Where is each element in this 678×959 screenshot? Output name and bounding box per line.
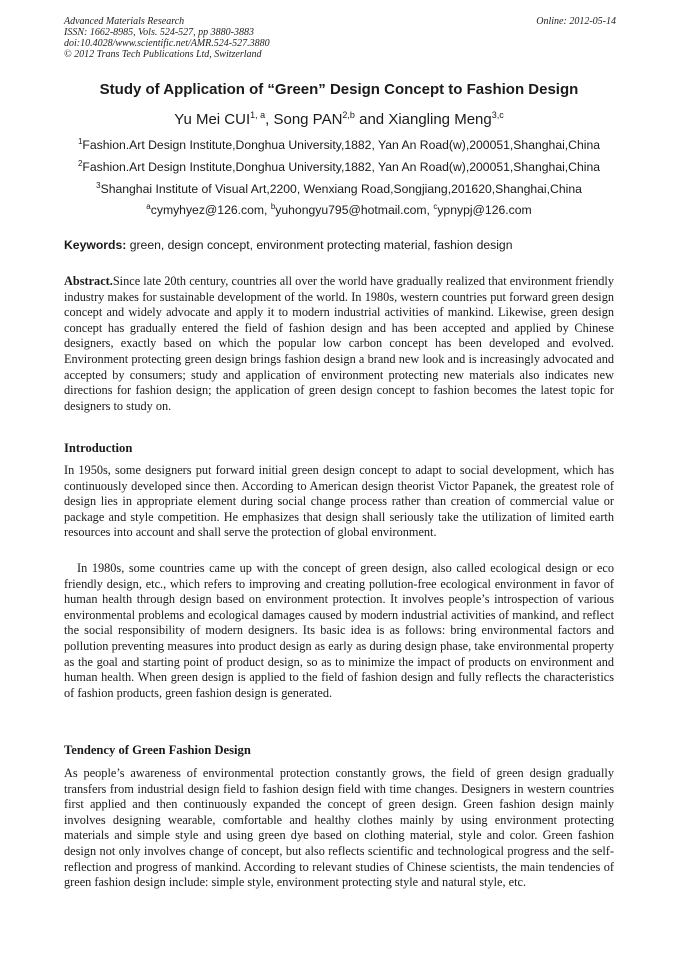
keywords-line: [64, 237, 616, 253]
abstract-paragraph: [64, 274, 614, 414]
abstract-text: Since late 20th century, countries all over the world have gradually realized that environment friendly industry makes for sustainable development of the world. In 1980s, western countries put forward green design concept and widely advocate and apply it to modern industrial activities of mankind. Likewise, green design concept has gradually entered the field of fashion design and has been accepted and applied by Chinese designers, exactly based on which the popular low carbon concept has been developed and evolved. Environment protecting green design brings fashion design a brand new look and is increasingly advocated and accepted by consumers; study and application of environment protecting new materials also indicates new directions for fashion design; the application of green design concept to fashion becomes the latest topic for designers to study on.: [64, 274, 614, 413]
email-mark: a: [146, 202, 151, 211]
affiliation-text: Fashion.Art Design Institute,Donghua University,1882, Yan An Road(w),200051,Shanghai,China: [82, 138, 601, 152]
author-name: Song PAN: [273, 111, 343, 128]
email-separator: ,: [264, 203, 271, 217]
journal-copyright: © 2012 Trans Tech Publications Ltd, Switzerland: [64, 49, 262, 60]
email-address[interactable]: yuhongyu795@hotmail.com: [275, 203, 427, 217]
affiliation-text: Shanghai Institute of Visual Art,2200, Wenxiang Road,Songjiang,201620,Shanghai,China: [100, 182, 582, 196]
email-separator: ,: [426, 203, 434, 217]
section-heading-tendency: Tendency of Green Fashion Design: [64, 743, 251, 757]
affiliation-mark: 3: [96, 181, 101, 190]
author-affiliation-mark: 1, a: [250, 110, 266, 120]
author-list: [40, 110, 638, 130]
journal-doi: doi:10.4028/www.scientific.net/AMR.524-527.3880: [64, 38, 270, 49]
author-separator: and: [354, 111, 389, 128]
journal-name: Advanced Materials Research: [64, 16, 185, 27]
journal-issn: ISSN: 1662-8985, Vols. 524-527, pp 3880-3883: [64, 27, 254, 38]
affiliation-mark: 2: [77, 159, 83, 168]
email-mark: b: [270, 202, 276, 211]
email-list: [40, 202, 638, 218]
author-name: Yu Mei CUI: [174, 111, 251, 128]
author-name: Xiangling Meng: [388, 111, 492, 128]
paper-title: Study of Application of “Green” Design Concept to Fashion Design: [99, 81, 579, 98]
author-affiliation-mark: 2,b: [342, 110, 355, 120]
keywords-text: green, design concept, environment protecting material, fashion design: [126, 238, 513, 252]
affiliation-mark: 1: [77, 137, 83, 146]
affiliation-3: [40, 181, 638, 197]
body-paragraph: In 1950s, some designers put forward initial green design concept to adapt to social development, which has continuously developed since then. According to American design theorist Victor Papanek, the greatest role of design lies in appropriate element during social change process rather than creation of commercial value or package and style competition. He emphasizes that design shall seriously take the utilization of limited earth resources into account and shall serve the protection of global environment.: [64, 463, 614, 540]
journal-header: [64, 16, 616, 60]
author-separator: ,: [265, 111, 274, 128]
online-date: Online: 2012-05-14: [536, 16, 616, 27]
section-heading-introduction: Introduction: [64, 441, 133, 455]
body-paragraph: In 1980s, some countries came up with the concept of green design, also called ecological design or eco friendly design, etc., which refers to improving and creating pollution-free ecological environment in favor of human health through design based on environment protection. It involves people’s introspection of various environmental problems and ecological damages caused by modern industrial activities of mankind, and reflect the social responsibility of modern designers. Its basic idea is as follows: bring environmental factors and pollution preventing measures into product design as early as during design phase, take environmental property as the goal and starting point of product design, so as to minimize the impact of products on environment and human health. When green design is applied to the field of fashion design and fully reflects the characteristics of fashion products, green fashion design is generated.: [64, 561, 614, 700]
email-address[interactable]: ypnypj@126.com: [437, 203, 532, 217]
affiliation-1: [40, 137, 638, 153]
abstract-label: Abstract.: [64, 274, 113, 288]
email-mark: c: [433, 202, 438, 211]
author-affiliation-mark: 3,c: [491, 110, 504, 120]
email-address[interactable]: cymyhyez@126.com: [150, 203, 265, 217]
body-paragraph: As people’s awareness of environmental protection constantly grows, the field of green design gradually transfers from industrial design field to fashion design field with time changes. Designers in western countries first applied and then continuously expanded the concept of green design. Green fashion design mainly involves designing wearable, comfortable and healthy clothes mainly by using environment protecting materials and simple style and using green dye based on clothing material, style and color. Green fashion design not only involves change of concept, but also reflects scientific and technological progress and the self-reflection and progress of mankind. According to relevant studies of Chinese scientists, the main tendencies of green fashion design include: simple style, environment protecting style and natural style, etc.: [64, 766, 614, 890]
affiliation-2: [40, 159, 638, 175]
affiliation-text: Fashion.Art Design Institute,Donghua University,1882, Yan An Road(w),200051,Shanghai,China: [82, 160, 601, 174]
keywords-label: Keywords:: [64, 238, 127, 252]
